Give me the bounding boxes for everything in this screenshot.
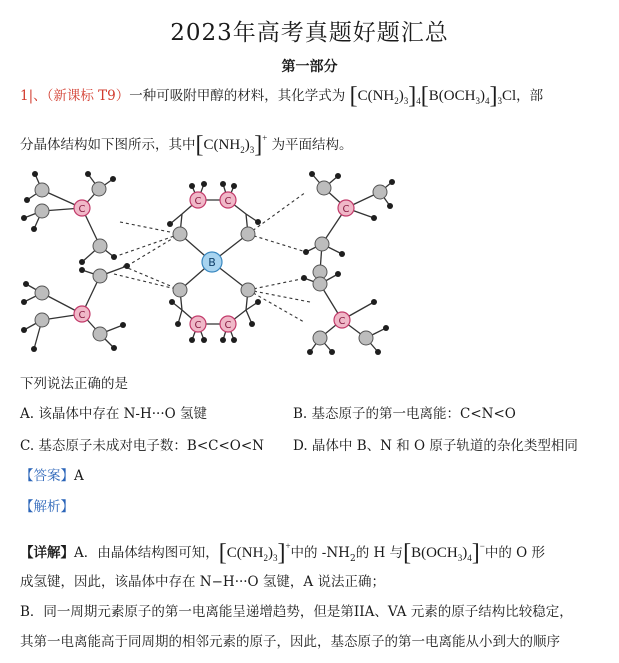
question-number: 1|、	[20, 88, 47, 104]
question-stem-a: 一种可吸附甲醇的材料，其化学式为	[129, 88, 346, 104]
svg-text:C: C	[224, 196, 232, 207]
answer-value: A	[74, 468, 84, 484]
detail-anion: $[B(OCH_3)_4]^-$	[403, 540, 485, 566]
detail-cation: $[C(NH_2)_3]^+$	[218, 540, 291, 566]
options-row-2	[20, 436, 578, 456]
detail-line-4: 其第一电离能高于同周期的相邻元素的原子，因此，基态原子的第一电离能从小到大的顺序	[20, 634, 560, 650]
chemical-formula: $[C(NH_2)_3]_4[B(OCH_3)_4]_3Cl$	[349, 83, 517, 109]
question-stem-b: 分晶体结构如下图所示，其中	[20, 137, 196, 153]
document-title: 2023年高考真题好题汇总	[170, 20, 449, 46]
option-b[interactable]: B. 基态原子的第一电离能：C<N<O	[293, 406, 516, 422]
detail-line-2: 成氢键，因此，该晶体中存在 N−H···O 氢键，A 说法正确；	[20, 574, 385, 590]
option-d[interactable]: D. 晶体中 B、N 和 O 原子轨道的杂化类型相同	[293, 438, 578, 454]
svg-text:C: C	[194, 320, 202, 331]
question-source: （新课标 T9）	[46, 88, 130, 104]
svg-text:C: C	[338, 316, 346, 327]
svg-text:C: C	[224, 320, 232, 331]
svg-text:C: C	[342, 204, 350, 215]
svg-text:C: C	[194, 196, 202, 207]
option-a[interactable]: A. 该晶体中存在 N-H···O 氢键	[20, 406, 208, 422]
question-prompt: 下列说法正确的是	[20, 376, 128, 392]
detail-line-3: B．同一周期元素原子的第一电离能呈递增趋势，但是第IIA、VA 元素的原子结构比较稳定，	[20, 604, 573, 620]
crystal-structure-figure	[20, 162, 400, 362]
question-stem-a-end: ，部	[516, 88, 544, 104]
svg-text:C: C	[78, 310, 86, 321]
detail-label: 【详解】	[20, 545, 74, 561]
detail-line-1: 【详解】A．由晶体结构图可知，$[C(NH_2)_3]^+$中的 $-NH_2$的 H 与$[B(OCH_3)_4]^-$中的 O 形	[20, 540, 545, 566]
question-line-1	[20, 83, 544, 111]
analysis-label: 【解析】	[20, 499, 74, 515]
question-line-2	[20, 128, 353, 160]
answer-label: 【答案】	[20, 468, 74, 484]
section-heading: 第一部分	[281, 59, 338, 75]
cation-formula: $[C(NH_2)_3]^+$	[195, 132, 268, 158]
answer-line	[20, 466, 84, 486]
question-stem-b-end: 为平面结构。	[271, 137, 353, 153]
options-row-1	[20, 404, 516, 424]
option-c[interactable]: C. 基态原子未成对电子数：B<C<O<N	[20, 438, 264, 454]
boron-label: B	[208, 256, 216, 269]
svg-text:C: C	[78, 204, 86, 215]
